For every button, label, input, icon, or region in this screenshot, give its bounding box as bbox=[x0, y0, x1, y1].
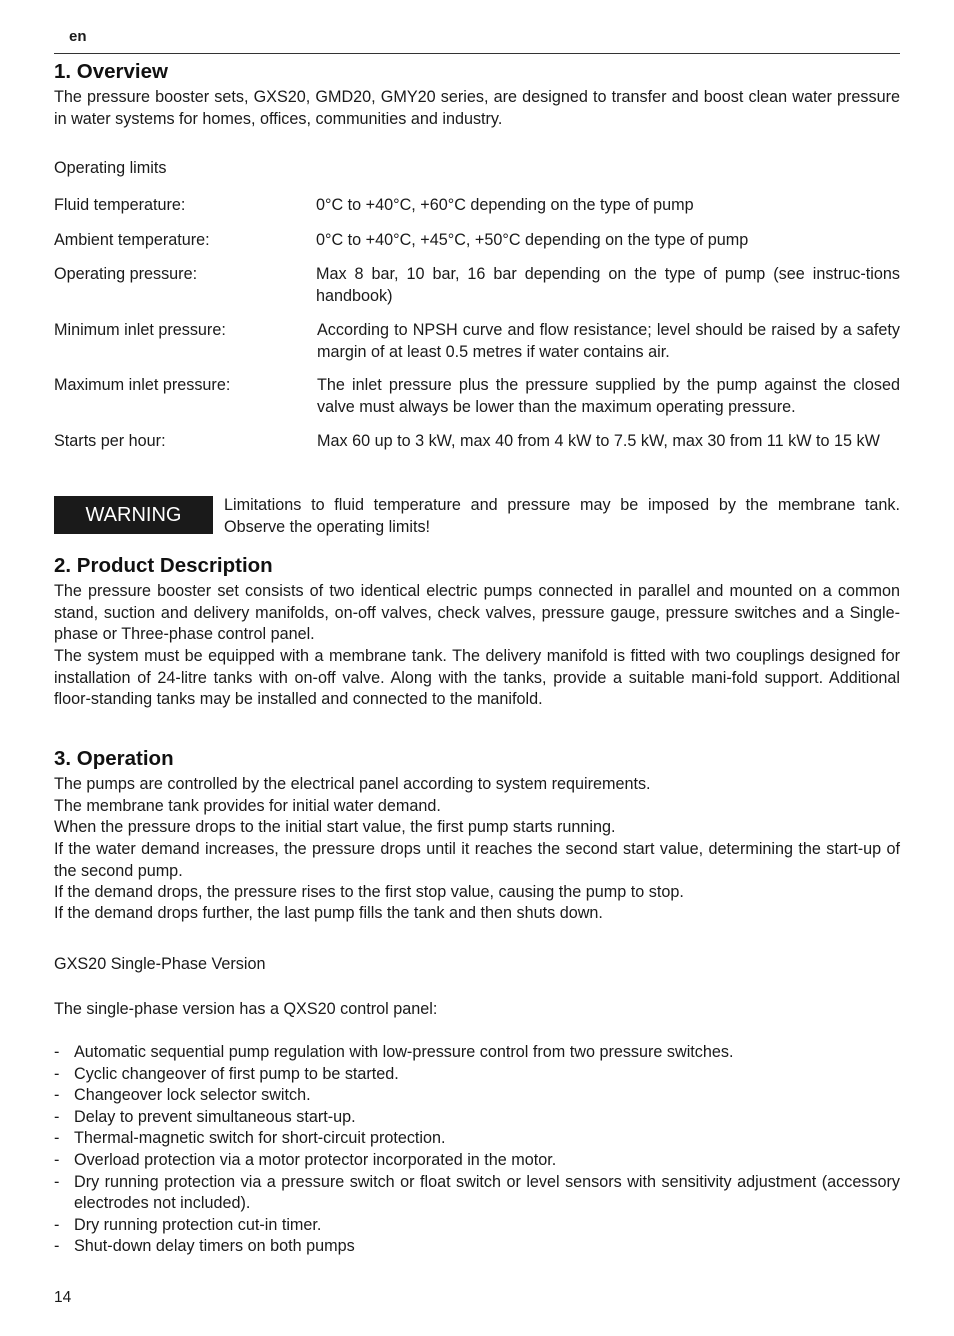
overview-intro: The pressure booster sets, GXS20, GMD20, GMY20 series, are designed to transfer and boost clean water pressure in water systems for homes, offices, communities and industry. bbox=[54, 88, 900, 128]
dash-bullet-icon: - bbox=[54, 1215, 60, 1234]
list-item bbox=[54, 1128, 900, 1150]
dash-bullet-icon: - bbox=[54, 1172, 60, 1191]
language-code: en bbox=[69, 28, 87, 45]
limit-value: The inlet pressure plus the pressure supplied by the pump against the closed valve must always be lower than the maximum operating pressure. bbox=[317, 376, 900, 416]
dash-bullet-icon: - bbox=[54, 1107, 60, 1126]
dash-bullet-icon: - bbox=[54, 1064, 60, 1083]
list-item-text: Shut-down delay timers on both pumps bbox=[74, 1237, 355, 1256]
warning-text: Limitations to fluid temperature and pressure may be imposed by the membrane tank. Observe the operating limits! bbox=[224, 496, 900, 536]
panel-intro: The single-phase version has a QXS20 control panel: bbox=[54, 1000, 438, 1018]
header-rule bbox=[54, 53, 900, 54]
dash-bullet-icon: - bbox=[54, 1086, 60, 1105]
limit-label: Operating pressure: bbox=[54, 265, 198, 283]
operation-line: The pumps are controlled by the electrical panel according to system requirements. bbox=[54, 775, 651, 793]
list-item-text: Overload protection via a motor protector incorporated in the motor. bbox=[74, 1150, 557, 1169]
limit-value: 0°C to +40°C, +45°C, +50°C depending on the type of pump bbox=[316, 231, 749, 249]
page-number: 14 bbox=[54, 1289, 72, 1306]
list-item bbox=[54, 1215, 900, 1237]
dash-bullet-icon: - bbox=[54, 1129, 60, 1148]
subsection-title: GXS20 Single-Phase Version bbox=[54, 955, 266, 973]
product-paragraph: The system must be equipped with a membrane tank. The delivery manifold is fitted with two couplings designed for installation of 24-litre tanks with on-off valve. Along with the tanks, provide a suitable mani-fold support. Additional floor-standing tanks may be installed and connected to the manifold. bbox=[54, 647, 900, 709]
limit-value: 0°C to +40°C, +60°C depending on the type of pump bbox=[316, 196, 694, 214]
section-title-operation: 3. Operation bbox=[54, 747, 174, 770]
list-item bbox=[54, 1236, 900, 1258]
operation-line: When the pressure drops to the initial start value, the first pump starts running. bbox=[54, 818, 616, 836]
operation-line: If the demand drops, the pressure rises to the first stop value, causing the pump to stop. bbox=[54, 883, 684, 901]
section-title-product-description: 2. Product Description bbox=[54, 554, 273, 577]
list-item-text: Automatic sequential pump regulation with low-pressure control from two pressure switches. bbox=[74, 1043, 734, 1061]
list-item bbox=[54, 1042, 900, 1064]
limits-title: Operating limits bbox=[54, 159, 167, 177]
operation-line: If the demand drops further, the last pump fills the tank and then shuts down. bbox=[54, 904, 603, 922]
list-item-text: Dry running protection cut-in timer. bbox=[74, 1215, 322, 1234]
dash-bullet-icon: - bbox=[54, 1043, 60, 1061]
limit-label: Ambient temperature: bbox=[54, 231, 210, 249]
list-item bbox=[54, 1150, 900, 1172]
limit-label: Minimum inlet pressure: bbox=[54, 321, 226, 339]
dash-bullet-icon: - bbox=[54, 1237, 60, 1256]
list-item bbox=[54, 1107, 900, 1129]
list-item-text: Dry running protection via a pressure switch or float switch or level sensors with sensitivity adjustment (accessory electrodes not included). bbox=[74, 1172, 900, 1213]
limit-label: Maximum inlet pressure: bbox=[54, 376, 231, 394]
limit-value: Max 60 up to 3 kW, max 40 from 4 kW to 7.5 kW, max 30 from 11 kW to 15 kW bbox=[317, 432, 880, 450]
operation-line: If the water demand increases, the pressure drops until it reaches the second start value, determining the start-up of the second pump. bbox=[54, 840, 900, 880]
list-item-text: Changeover lock selector switch. bbox=[74, 1086, 311, 1105]
list-item-text: Cyclic changeover of first pump to be started. bbox=[74, 1064, 399, 1083]
operation-line: The membrane tank provides for initial water demand. bbox=[54, 797, 441, 815]
warning-label: WARNING bbox=[54, 496, 213, 534]
section-title-overview: 1. Overview bbox=[54, 60, 168, 83]
dash-bullet-icon: - bbox=[54, 1150, 60, 1169]
list-item bbox=[54, 1064, 900, 1086]
feature-list bbox=[54, 1042, 900, 1258]
product-paragraph: The pressure booster set consists of two identical electric pumps connected in parallel and mounted on a common stand, suction and delivery manifolds, on-off valves, check valves, pressure gauge, pressure switches and a Single-phase or Three-phase control panel. bbox=[54, 582, 900, 644]
list-item bbox=[54, 1172, 900, 1215]
list-item-text: Thermal-magnetic switch for short-circuit protection. bbox=[74, 1129, 446, 1148]
list-item bbox=[54, 1085, 900, 1107]
limit-value: According to NPSH curve and flow resistance; level should be raised by a safety margin of at least 0.5 metres if water contains air. bbox=[317, 321, 900, 361]
limit-label: Starts per hour: bbox=[54, 432, 166, 450]
limit-label: Fluid temperature: bbox=[54, 196, 186, 214]
limit-value: Max 8 bar, 10 bar, 16 bar depending on the type of pump (see instruc-tions handbook) bbox=[316, 265, 900, 305]
list-item-text: Delay to prevent simultaneous start-up. bbox=[74, 1107, 356, 1126]
